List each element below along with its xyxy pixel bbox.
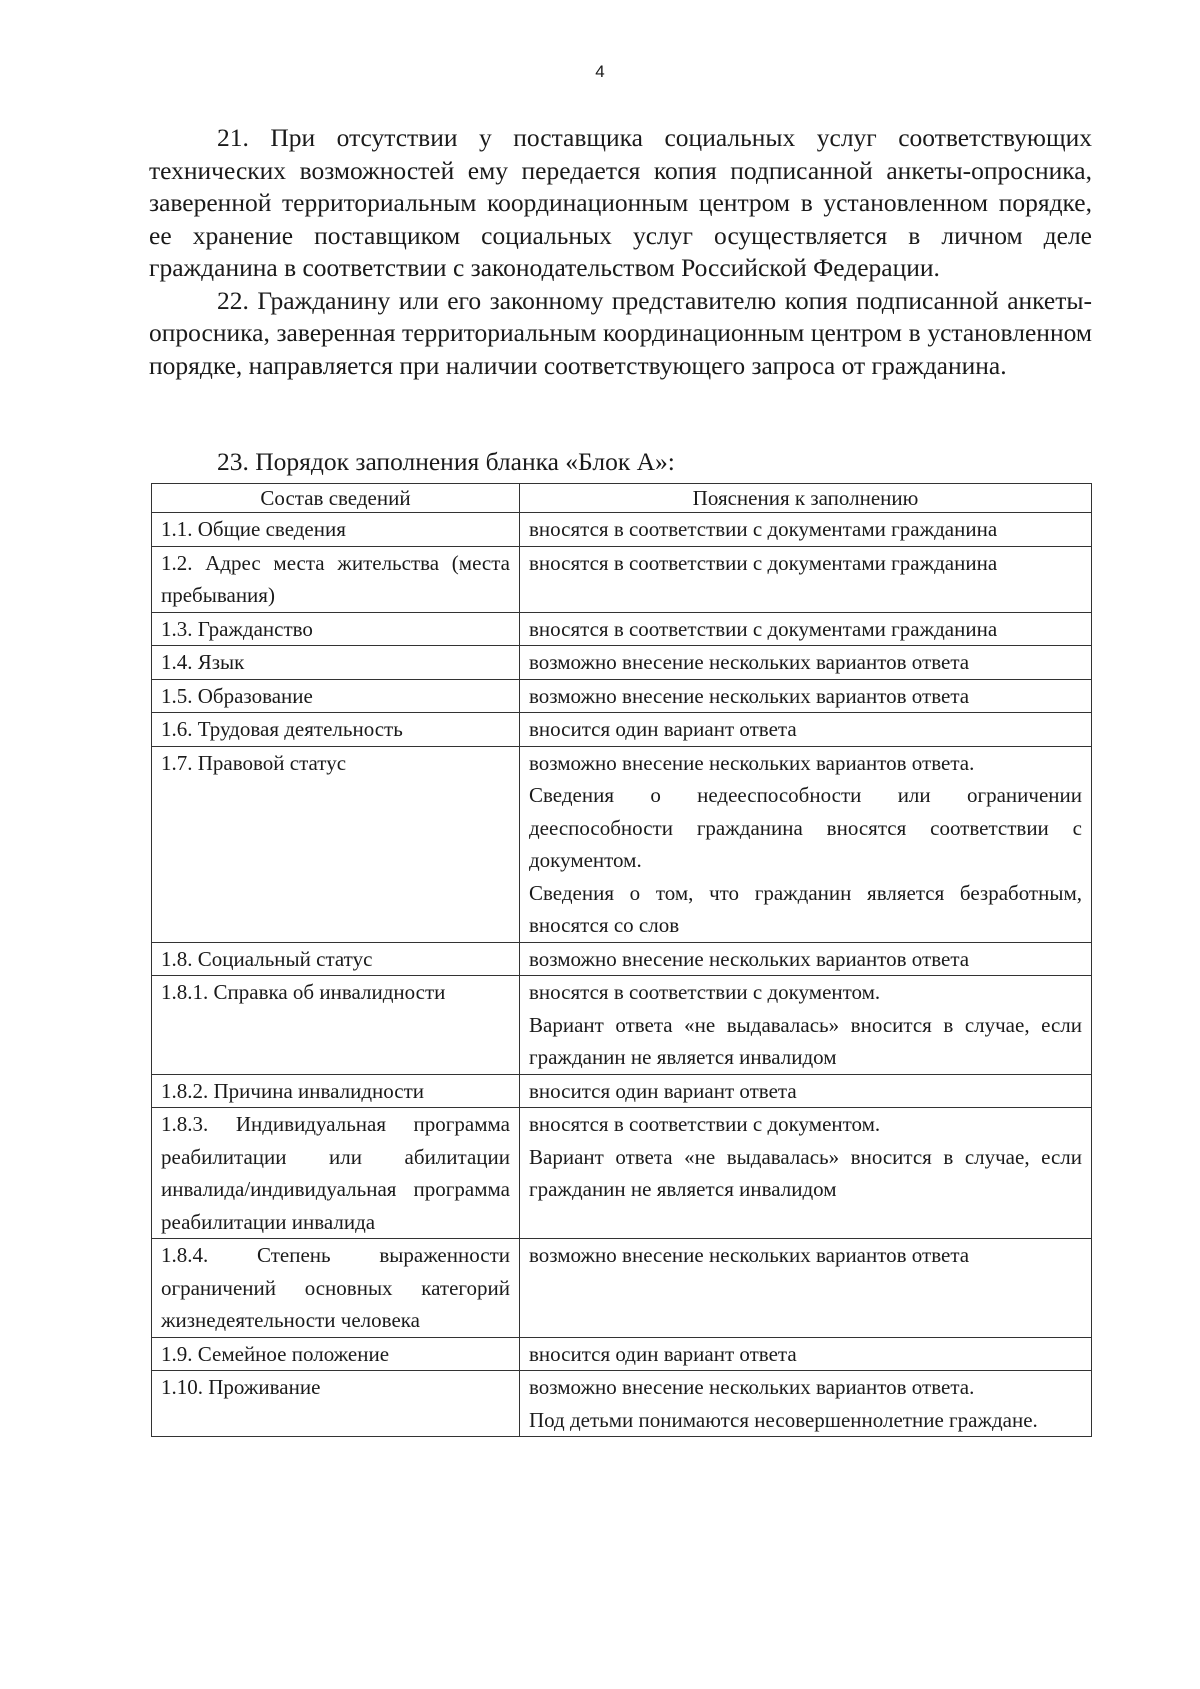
table-row: [152, 746, 1092, 942]
row-explanation: [520, 646, 1092, 680]
explanation-paragraph: Сведения о том, что гражданин является безработным, вносятся со слов: [529, 880, 1082, 937]
row-item: 1.6. Трудовая деятельность: [152, 713, 520, 747]
page-number: 4: [595, 62, 605, 81]
table-row: [152, 942, 1092, 976]
table-row: [152, 679, 1092, 713]
explanation-paragraph: возможно внесение нескольких вариантов ответа: [529, 1243, 970, 1267]
explanation-paragraph: вносится один вариант ответа: [529, 1341, 797, 1366]
explanation-paragraph: Под детьми понимаются несовершеннолетние граждане.: [529, 1407, 1038, 1432]
row-item: 1.2. Адрес места жительства (места пребывания): [152, 546, 520, 612]
row-item: 1.9. Семейное положение: [152, 1337, 520, 1371]
explanation-paragraph: Вариант ответа «не выдавалась» вносится в случае, если гражданин не является инвалидом: [529, 1144, 1082, 1201]
paragraph-21: 21. При отсутствии у поставщика социальных услуг соответствующих технических возможностей ему передается копия подписанной анкеты-опросника, заверенной территориальным координационным центром в установленном порядке, ее хранение поставщиком социальных услуг осуществляется в личном деле гражданина в соответствии с законодательством Российской Федерации.: [149, 123, 1092, 282]
row-item: 1.5. Образование: [152, 679, 520, 713]
block-a-table: [151, 483, 1092, 1437]
table-heading: 23. Порядок заполнения бланка «Блок А»:: [217, 447, 675, 476]
explanation-paragraph: возможно внесение нескольких вариантов ответа: [529, 683, 970, 708]
row-explanation: [520, 976, 1092, 1075]
row-item: 1.8.2. Причина инвалидности: [152, 1074, 520, 1108]
table-row: [152, 646, 1092, 680]
row-explanation: [520, 513, 1092, 547]
explanation-paragraph: вносится один вариант ответа: [529, 1078, 797, 1103]
row-explanation: [520, 1108, 1092, 1239]
row-item: 1.3. Гражданство: [152, 612, 520, 646]
table-row: [152, 513, 1092, 547]
table-row: [152, 1108, 1092, 1239]
row-explanation: [520, 679, 1092, 713]
explanation-paragraph: вносятся в соответствии с документами гражданина: [529, 550, 998, 575]
row-item: 1.8. Социальный статус: [152, 942, 520, 976]
row-item: 1.8.4. Степень выраженности ограничений основных категорий жизнедеятельности человека: [152, 1239, 520, 1338]
table-row: [152, 1074, 1092, 1108]
explanation-paragraph: вносятся в соответствии с документами гражданина: [529, 616, 998, 641]
row-item: 1.8.1. Справка об инвалидности: [152, 976, 520, 1075]
row-explanation: [520, 746, 1092, 942]
explanation-paragraph: вносятся в соответствии с документом.: [529, 1112, 881, 1136]
table-row: [152, 1337, 1092, 1371]
table-row: [152, 1239, 1092, 1338]
row-explanation: [520, 1337, 1092, 1371]
explanation-paragraph: вносится один вариант ответа: [529, 717, 797, 741]
table-header-row: [152, 484, 1092, 513]
explanation-paragraph: возможно внесение нескольких вариантов ответа: [529, 946, 970, 971]
explanation-paragraph: Вариант ответа «не выдавалась» вносится в случае, если гражданин не является инвалидом: [529, 1012, 1082, 1069]
paragraph-22: 22. Гражданину или его законному представителю копия подписанной анкеты-опросника, заверенная территориальным координационным центром в установленном порядке, направляется при наличии соответствующего запроса от гражданина.: [149, 285, 1092, 380]
table-row: [152, 546, 1092, 612]
explanation-paragraph: возможно внесение нескольких вариантов ответа.: [529, 1375, 975, 1399]
row-item: 1.7. Правовой статус: [152, 746, 520, 942]
explanation-paragraph: Сведения о недееспособности или ограничении дееспособности гражданина вносятся соответствии с документом.: [529, 783, 1082, 872]
explanation-paragraph: вносятся в соответствии с документами гражданина: [529, 517, 998, 541]
column-header: Пояснения к заполнению: [520, 484, 1092, 513]
row-explanation: [520, 612, 1092, 646]
body-text: [149, 122, 1092, 382]
row-explanation: [520, 713, 1092, 747]
explanation-paragraph: вносятся в соответствии с документом.: [529, 980, 881, 1004]
row-item: 1.8.3. Индивидуальная программа реабилитации или абилитации инвалида/индивидуальная программа реабилитации инвалида: [152, 1108, 520, 1239]
row-explanation: [520, 546, 1092, 612]
table-row: [152, 1371, 1092, 1437]
row-item: 1.1. Общие сведения: [152, 513, 520, 547]
explanation-paragraph: возможно внесение нескольких вариантов ответа.: [529, 750, 975, 775]
column-header: Состав сведений: [152, 484, 520, 513]
row-item: 1.10. Проживание: [152, 1371, 520, 1437]
table-row: [152, 612, 1092, 646]
explanation-paragraph: возможно внесение нескольких вариантов ответа: [529, 650, 970, 674]
row-explanation: [520, 1371, 1092, 1437]
table-row: [152, 976, 1092, 1075]
row-explanation: [520, 942, 1092, 976]
row-explanation: [520, 1074, 1092, 1108]
row-explanation: [520, 1239, 1092, 1338]
row-item: 1.4. Язык: [152, 646, 520, 680]
table-row: [152, 713, 1092, 747]
